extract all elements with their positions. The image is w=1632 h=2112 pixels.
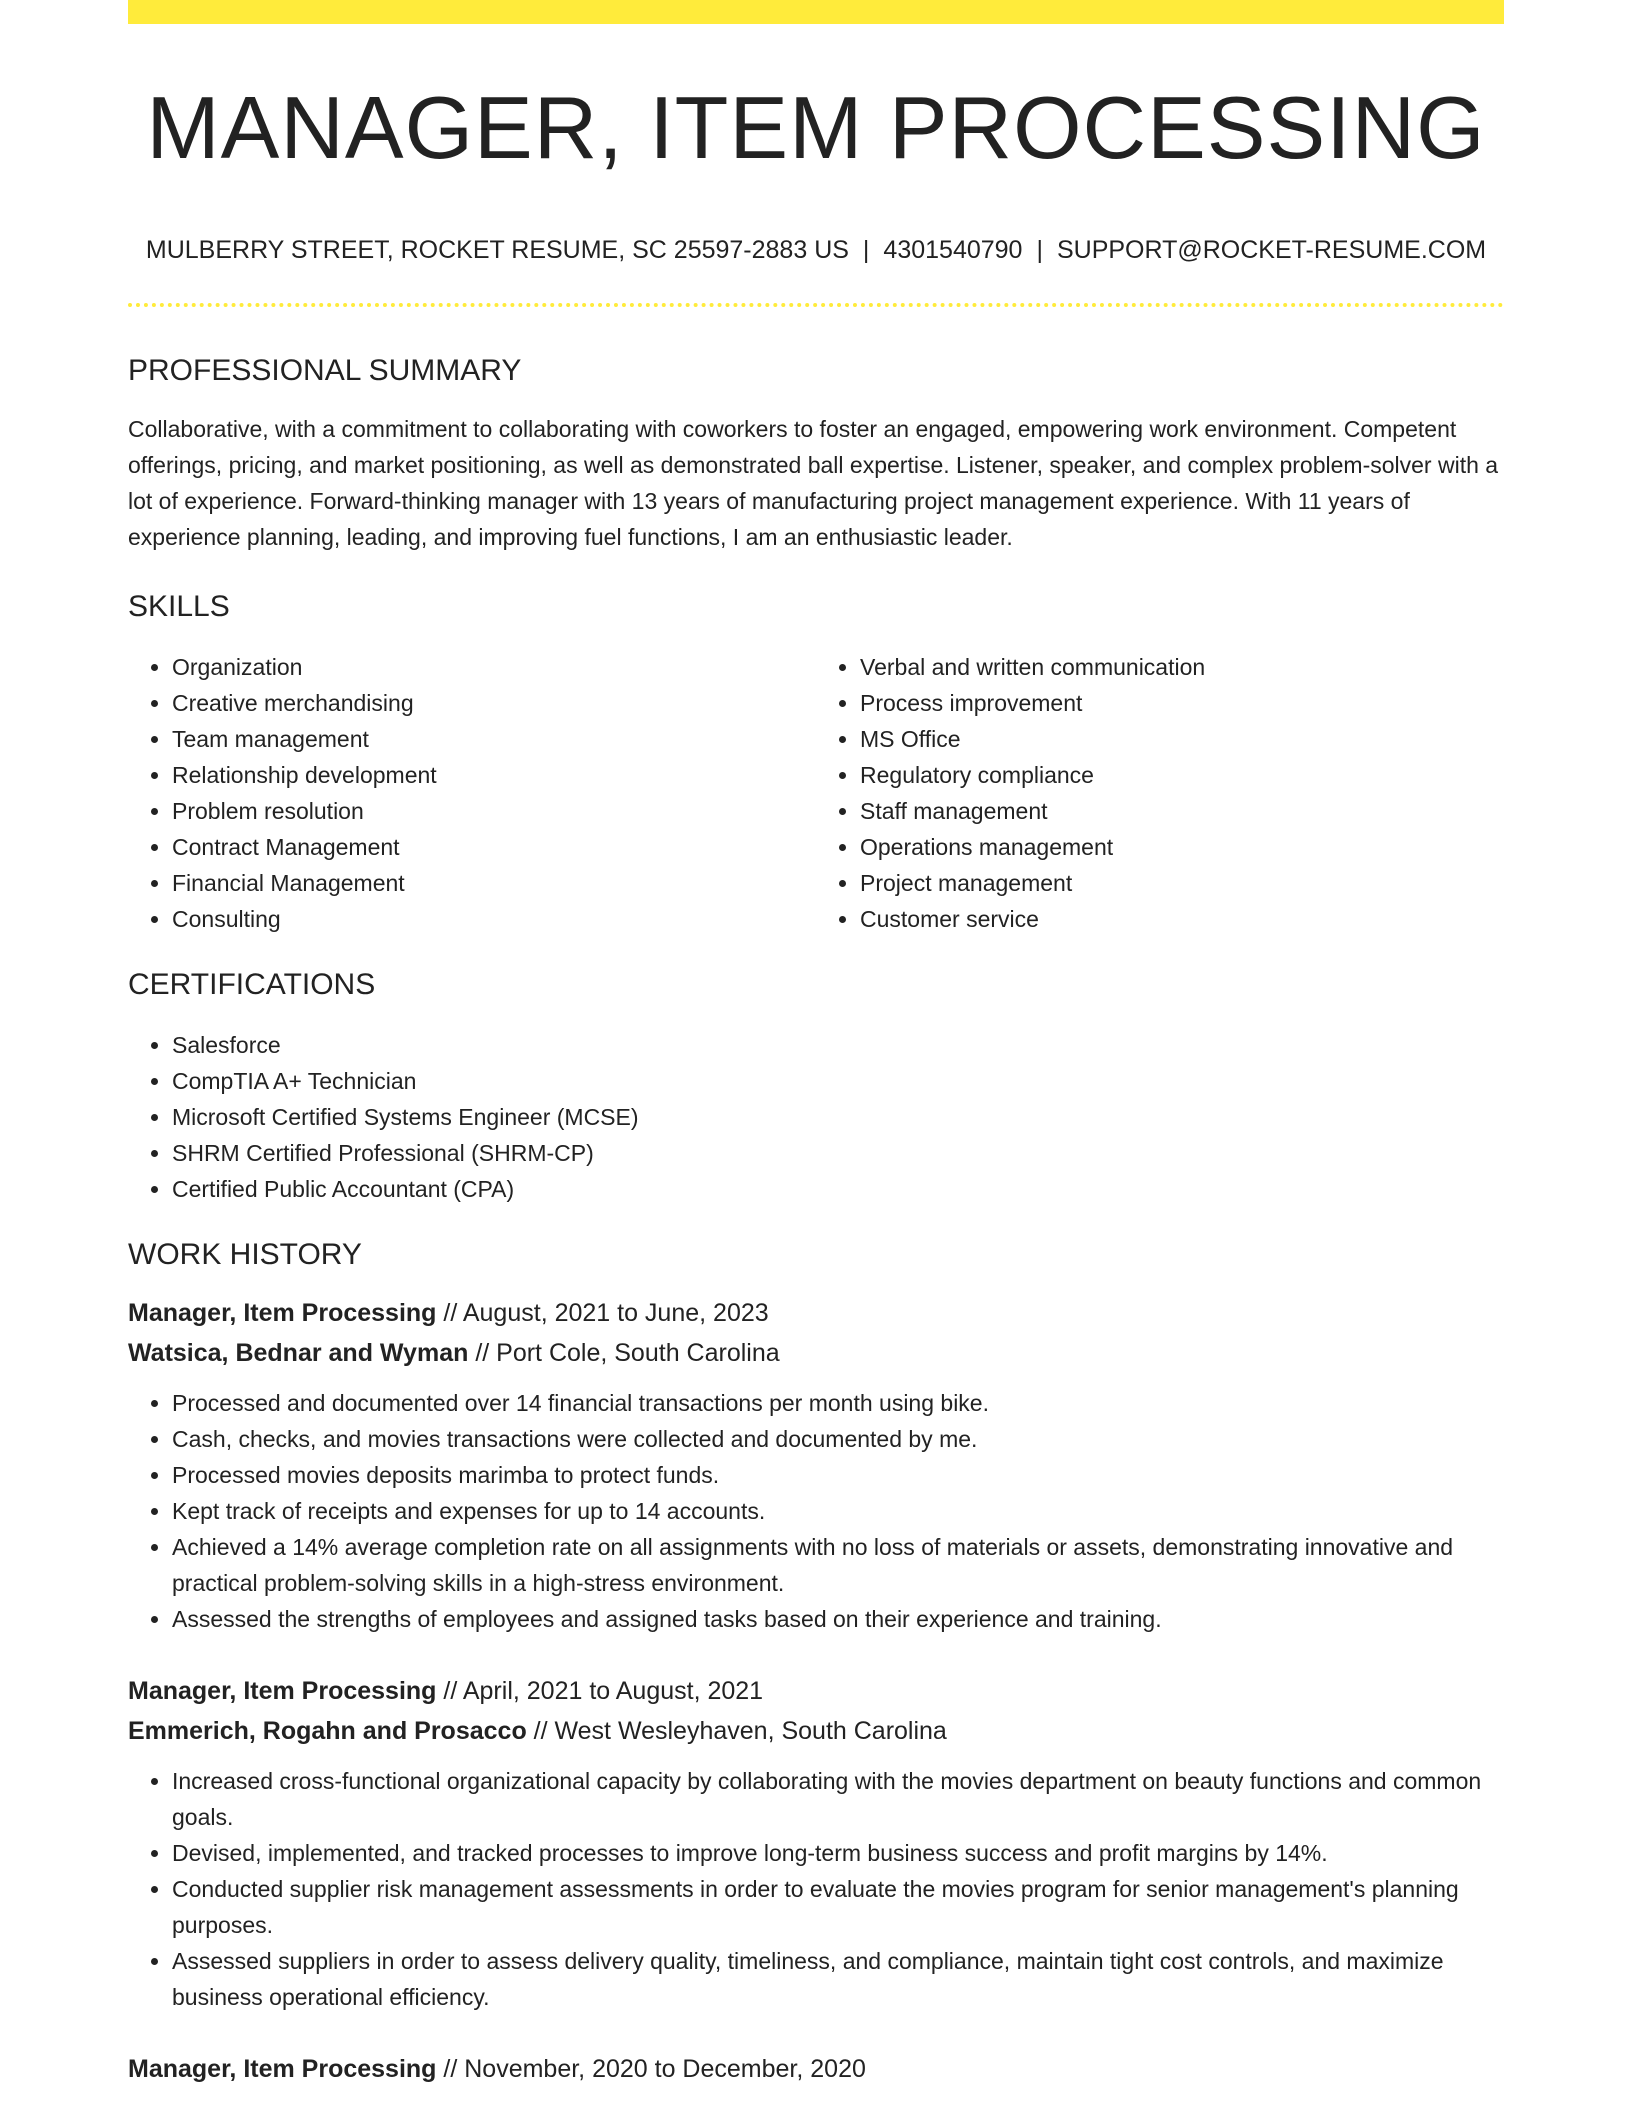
resume-title: MANAGER, ITEM PROCESSING <box>146 78 1486 177</box>
certification-item: • SHRM Certified Professional (SHRM-CP) <box>172 1135 1504 1171</box>
skill-item: • Organization <box>172 649 816 685</box>
skill-item: • Operations management <box>860 829 1504 865</box>
summary-heading: PROFESSIONAL SUMMARY <box>128 353 522 387</box>
contact-line <box>128 235 1504 265</box>
summary-text: Collaborative, with a commitment to collaborating with coworkers to foster an engaged, empowering work environment. Competent offerings, pricing, and market positioning, as well as demonstrated ball expertise. Listener, speaker, and complex problem-solver with a lot of experience. Forward-thinking manager with 13 years of manufacturing project management experience. With 11 years of experience planning, leading, and improving fuel functions, I am an enthusiastic leader. <box>128 415 1499 550</box>
job-role: Manager, Item Processing <box>128 1298 437 1327</box>
job-role: Manager, Item Processing <box>128 1676 437 1705</box>
certification-item: • Certified Public Accountant (CPA) <box>172 1171 1504 1207</box>
job-role-line <box>128 2049 1504 2089</box>
skill-item: • Customer service <box>860 901 1504 937</box>
skill-item: • MS Office <box>860 721 1504 757</box>
skill-item: • Contract Management <box>172 829 816 865</box>
separator: | <box>862 235 870 264</box>
certifications-list <box>128 1027 1504 1207</box>
skill-item: • Project management <box>860 865 1504 901</box>
job-company-line <box>128 1711 1504 1751</box>
skill-item: • Creative merchandising <box>172 685 816 721</box>
job-bullet: • Conducted supplier risk management assessments in order to evaluate the movies program for senior management's planning purposes. <box>172 1871 1504 1943</box>
resume-page <box>128 0 1504 2089</box>
job-dates: // April, 2021 to August, 2021 <box>436 1676 764 1705</box>
skill-item: • Staff management <box>860 793 1504 829</box>
skills-columns <box>128 649 1504 937</box>
dotted-divider <box>128 303 1504 307</box>
skill-item: • Verbal and written communication <box>860 649 1504 685</box>
certifications-heading: CERTIFICATIONS <box>128 967 376 1001</box>
skills-left-list <box>128 649 816 937</box>
phone: 4301540790 <box>883 235 1023 264</box>
job-bullet: • Kept track of receipts and expenses for up to 14 accounts. <box>172 1493 1504 1529</box>
separator: | <box>1036 235 1043 264</box>
job-bullet: • Processed and documented over 14 financial transactions per month using bike. <box>172 1385 1504 1421</box>
work-history-heading: WORK HISTORY <box>128 1237 362 1271</box>
job-entry <box>128 1671 1504 2015</box>
skills-right-list <box>816 649 1504 937</box>
skill-item: • Relationship development <box>172 757 816 793</box>
job-dates: // August, 2021 to June, 2023 <box>436 1298 769 1327</box>
email: SUPPORT@ROCKET-RESUME.COM <box>1056 235 1487 264</box>
certification-item: • CompTIA A+ Technician <box>172 1063 1504 1099</box>
job-bullets <box>128 1763 1504 2015</box>
job-bullet: • Assessed the strengths of employees and assigned tasks based on their experience and training. <box>172 1601 1504 1637</box>
job-role-line <box>128 1671 1504 1711</box>
job-role: Manager, Item Processing <box>128 2054 437 2083</box>
job-bullet: • Devised, implemented, and tracked processes to improve long-term business success and profit margins by 14%. <box>172 1835 1504 1871</box>
skill-item: • Process improvement <box>860 685 1504 721</box>
job-location: // West Wesleyhaven, South Carolina <box>526 1716 947 1745</box>
job-location: // Port Cole, South Carolina <box>468 1338 780 1367</box>
skill-item: • Problem resolution <box>172 793 816 829</box>
address: MULBERRY STREET, ROCKET RESUME, SC 25597-2883 US <box>145 235 849 264</box>
job-bullet: • Assessed suppliers in order to assess delivery quality, timeliness, and compliance, maintain tight cost controls, and maximize business operational efficiency. <box>172 1943 1504 2015</box>
job-bullets <box>128 1385 1504 1637</box>
job-company: Emmerich, Rogahn and Prosacco <box>128 1716 527 1745</box>
job-company-line <box>128 1333 1504 1373</box>
job-bullet: • Processed movies deposits marimba to protect funds. <box>172 1457 1504 1493</box>
job-role-line <box>128 1293 1504 1333</box>
skill-item: • Team management <box>172 721 816 757</box>
job-dates: // November, 2020 to December, 2020 <box>436 2054 866 2083</box>
job-bullet: • Increased cross-functional organizational capacity by collaborating with the movies department on beauty functions and common goals. <box>172 1763 1504 1835</box>
certification-item: • Salesforce <box>172 1027 1504 1063</box>
skills-heading: SKILLS <box>128 589 230 623</box>
job-entry <box>128 1293 1504 1637</box>
skill-item: • Financial Management <box>172 865 816 901</box>
job-company: Watsica, Bednar and Wyman <box>128 1338 469 1367</box>
skill-item: • Consulting <box>172 901 816 937</box>
accent-bar <box>128 0 1504 24</box>
job-entry <box>128 2049 1504 2089</box>
job-bullet: • Achieved a 14% average completion rate on all assignments with no loss of materials or assets, demonstrating innovative and practical problem-solving skills in a high-stress environment. <box>172 1529 1504 1601</box>
job-bullet: • Cash, checks, and movies transactions were collected and documented by me. <box>172 1421 1504 1457</box>
certification-item: • Microsoft Certified Systems Engineer (MCSE) <box>172 1099 1504 1135</box>
skill-item: • Regulatory compliance <box>860 757 1504 793</box>
